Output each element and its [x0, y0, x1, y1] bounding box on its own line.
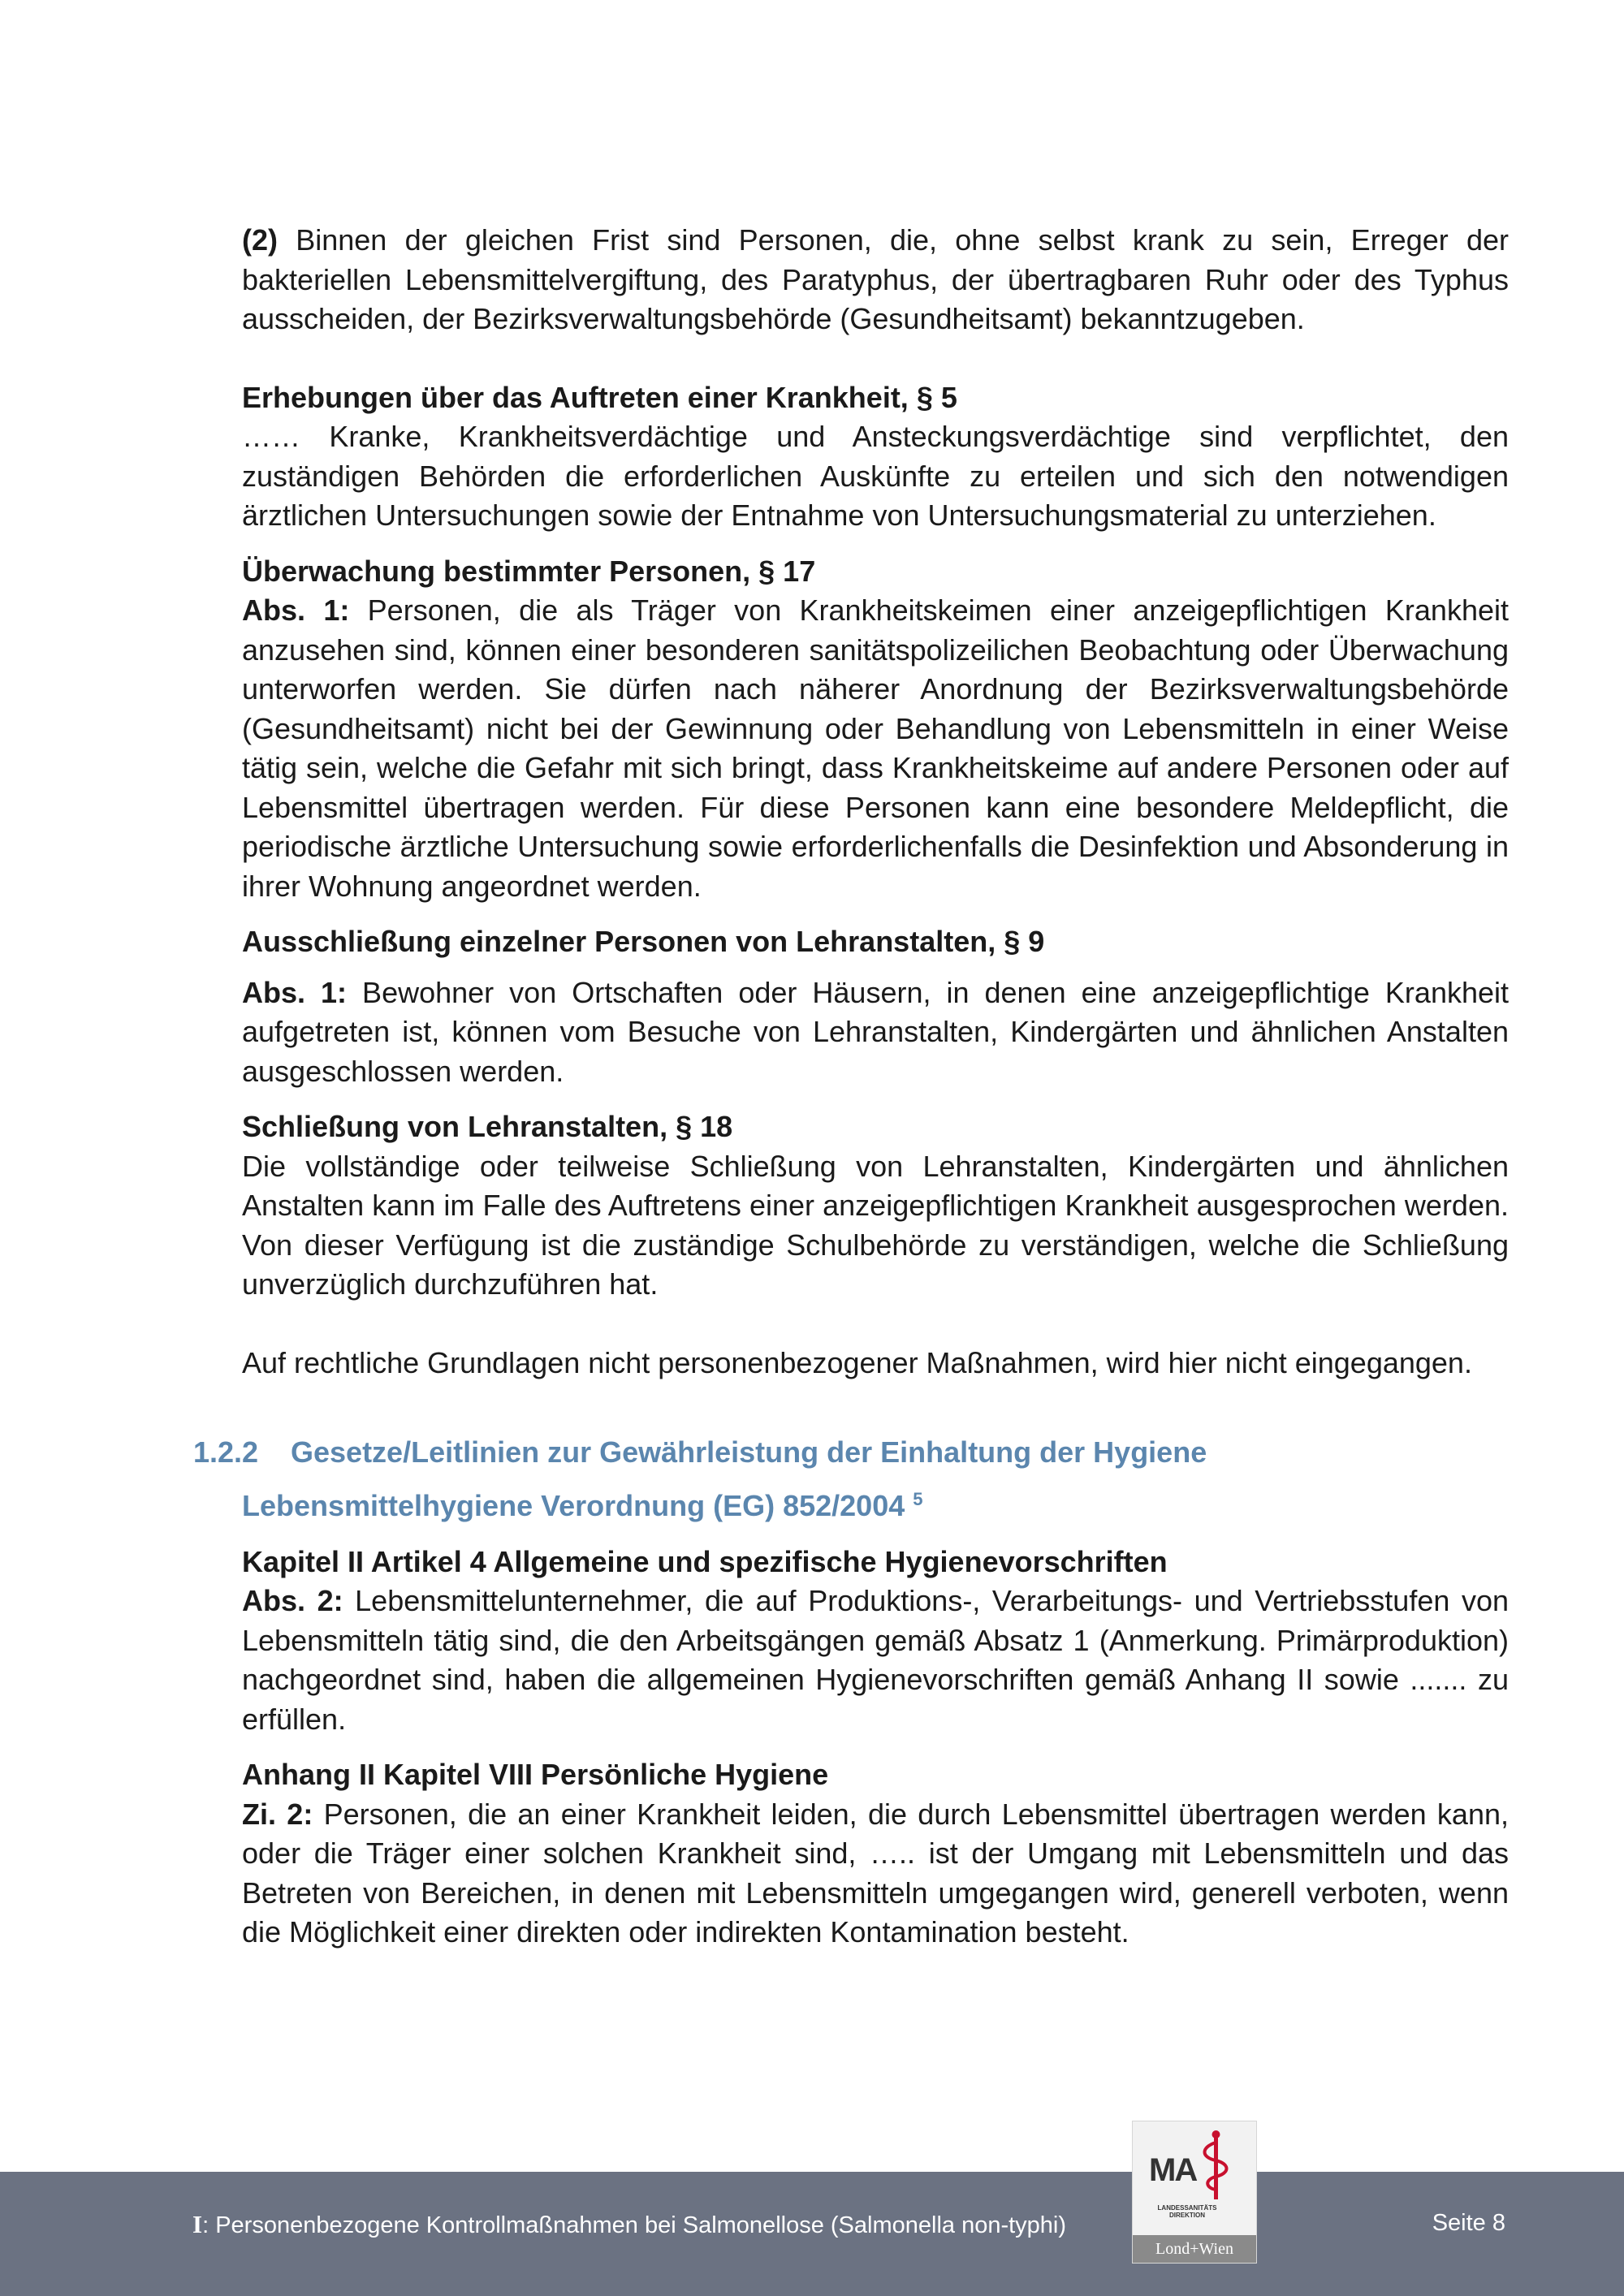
staff-of-asclepius-icon — [1198, 2130, 1235, 2203]
ma15-logo — [1132, 2121, 1257, 2264]
heading-section-5: Erhebungen über das Auftreten einer Krankheit, § 5 — [242, 380, 957, 414]
paragraph-text: Personen, die an einer Krankheit leiden, die durch Lebensmittel übertragen werden kann, oder die Träger einer solchen Krankheit sind, ….. ist der Umgang mit Lebensmitteln und das Betreten von Bereichen, in denen mit Lebensmitteln umgegangen wird, generell verboten, wenn die Möglichkeit einer direkten oder indirekten Kontamination besteht. — [242, 1797, 1509, 1949]
note-paragraph: Auf rechtliche Grundlagen nicht personenbezogener Maßnahmen, wird hier nicht eingegangen. — [242, 1345, 1472, 1379]
paragraph-section-5: …… Kranke, Krankheitsverdächtige und Ansteckungsverdächtige sind verpflichtet, den zuständigen Behörden die erforderlichen Auskünfte zu erteilen und sich den notwendigen ärztlichen Untersuchungen sowie der Entnahme von Untersuchungsmaterial zu unterziehen. — [242, 420, 1509, 532]
logo-caption-line: DIREKTION — [1169, 2212, 1205, 2219]
heading-anhang-2: Anhang II Kapitel VIII Persönliche Hygiene — [242, 1758, 829, 1791]
paragraph-section-17 — [242, 591, 1509, 906]
heading-section-17: Überwachung bestimmter Personen, § 17 — [242, 554, 816, 588]
heading-section-18: Schließung von Lehranstalten, § 18 — [242, 1110, 733, 1143]
paragraph-text: Binnen der gleichen Frist sind Personen, die, ohne selbst krank zu sein, Erreger der bakteriellen Lebensmittelvergiftung, des Paratyphus, der übertragbaren Ruhr oder des Typhus ausscheiden, der Bezirksverwaltungsbehörde (Gesundheitsamt) bekanntzugeben. — [242, 223, 1509, 335]
footer-title — [192, 2210, 1066, 2239]
regulation-subtitle — [242, 1487, 1509, 1526]
paragraph-label: Abs. 1: — [242, 593, 350, 627]
heading-section-9: Ausschließung einzelner Personen von Lehranstalten, § 9 — [242, 925, 1045, 958]
logo-letters: MA — [1149, 2152, 1197, 2188]
paragraph-text: Personen, die als Träger von Krankheitskeimen einer anzeigepflichtigen Krankheit anzusehen sind, können einer besonderen sanitätspolizeilichen Beobachtung oder Überwachung unterworfen werden. Sie dürfen nach näherer Anordnung der Bezirksverwaltungsbehörde (Gesundheitsamt) nicht bei der Gewinnung oder Behandlung von Lebensmitteln in einer Weise tätig sein, welche die Gefahr mit sich bringt, dass Krankheitskeime auf andere Personen oder auf Lebensmittel übertragen werden. Für diese Personen kann eine besondere Meldepflicht, die periodische ärztliche Untersuchung sowie erforderlichenfalls die Desinfektion und Absonderung in ihrer Wohnung angeordnet werden. — [242, 593, 1509, 903]
paragraph-label: (2) — [242, 223, 278, 257]
page-content — [193, 221, 1510, 1953]
paragraph-kapitel-2 — [242, 1582, 1509, 1739]
page-number: Seite 8 — [1432, 2210, 1505, 2236]
footnote-marker: 5 — [913, 1489, 923, 1509]
paragraph-section-9 — [242, 973, 1509, 1092]
paragraph-2 — [242, 221, 1509, 339]
footer-text: : Personenbezogene Kontrollmaßnahmen bei Salmonellose (Salmonella non-typhi) — [202, 2212, 1067, 2238]
paragraph-text: Bewohner von Ortschaften oder Häusern, in denen eine anzeigepflichtige Krankheit aufgetreten ist, können vom Besuche von Lehranstalten, Kindergärten und ähnlichen Anstalten ausgeschlossen werden. — [242, 975, 1510, 1088]
footer-roman: I — [192, 2210, 203, 2238]
heading-kapitel-2: Kapitel II Artikel 4 Allgemeine und spezifische Hygienevorschriften — [242, 1544, 1168, 1578]
paragraph-label: Abs. 2: — [242, 1584, 343, 1617]
paragraph-section-18: Die vollständige oder teilweise Schließung von Lehranstalten, Kindergärten und ähnlichen Anstalten kann im Falle des Auftretens einer anzeigepflichtigen Krankheit ausgesprochen werden. Von dieser Verfügung ist die zuständige Schulbehörde zu verständigen, welche die Schließung unverzüglich durchzuführen hat. — [242, 1149, 1509, 1301]
logo-caption — [1142, 2204, 1232, 2219]
paragraph-label: Abs. 1: — [242, 975, 348, 1009]
logo-bottom-bar: Lond+Wien — [1133, 2235, 1256, 2263]
paragraph-label: Zi. 2: — [242, 1797, 313, 1831]
paragraph-anhang-2 — [242, 1795, 1509, 1953]
logo-caption-line: LANDESSANITÄTS — [1157, 2204, 1217, 2212]
paragraph-text: Lebensmittelunternehmer, die auf Produktions-, Verarbeitungs- und Vertriebsstufen von Lebensmitteln tätig sind, die den Arbeitsgängen gemäß Absatz 1 (Anmerkung. Primärproduktion) nachgeordnet sind, haben die allgemeinen Hygienevorschriften gemäß Anhang II sowie ....... zu erfüllen. — [242, 1584, 1509, 1736]
subtitle-text: Lebensmittelhygiene Verordnung (EG) 852/2004 — [242, 1489, 914, 1522]
section-title-text: Gesetze/Leitlinien zur Gewährleistung der Einhaltung der Hygiene — [291, 1435, 1207, 1469]
section-heading — [193, 1433, 1509, 1472]
section-number: 1.2.2 — [193, 1435, 259, 1469]
